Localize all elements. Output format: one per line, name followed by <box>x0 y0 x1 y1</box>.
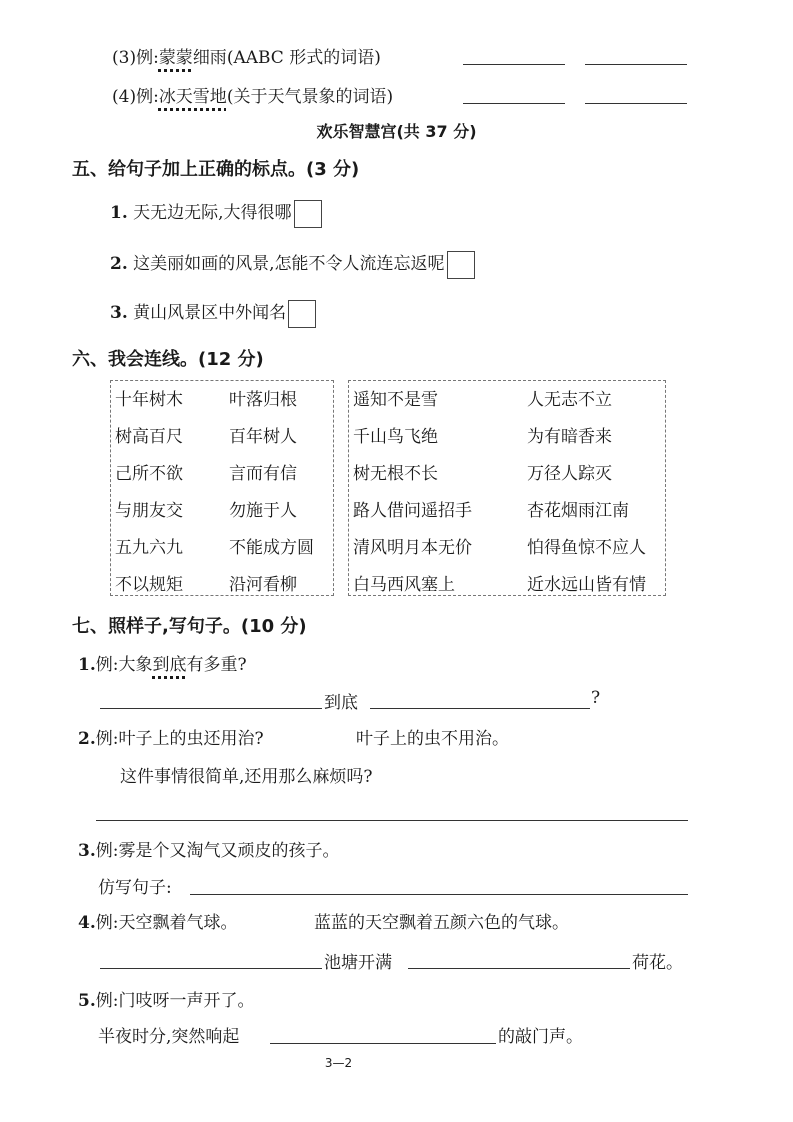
punct-item-1 <box>110 198 322 228</box>
item-rest: 细雨 <box>192 48 227 68</box>
dotted-text: 到底 <box>152 655 187 675</box>
word-item-3 <box>112 43 381 68</box>
q3-example <box>78 836 339 861</box>
example-text: 例:叶子上的虫还用治? <box>95 729 264 749</box>
part-title: 欢乐智慧宫(共 37 分) <box>316 122 477 141</box>
answer-line[interactable] <box>190 894 688 895</box>
fill-end: 的敲门声。 <box>498 1027 583 1047</box>
match-phrase[interactable]: 路人借问遥招手 <box>353 501 472 521</box>
match-phrase[interactable]: 清风明月本无价 <box>353 538 472 558</box>
answer-line[interactable] <box>463 64 565 65</box>
dotted-text: 蒙蒙 <box>158 48 193 68</box>
question-number: 2. <box>78 729 96 749</box>
punctuation-box[interactable] <box>447 251 475 279</box>
match-phrase[interactable]: 近水远山皆有情 <box>527 575 646 595</box>
match-word[interactable]: 百年树人 <box>229 427 297 447</box>
example-text: 例:雾是个又淘气又顽皮的孩子。 <box>95 841 340 861</box>
fill-word: 池塘开满 <box>324 953 392 973</box>
match-phrase[interactable]: 万径人踪灭 <box>527 464 612 484</box>
item-text: 这美丽如画的风景,怎能不令人流连忘返呢 <box>133 254 445 274</box>
match-word[interactable]: 树高百尺 <box>115 427 183 447</box>
match-word[interactable]: 十年树木 <box>115 390 183 410</box>
answer-line[interactable] <box>100 708 322 709</box>
dotted-text: 冰天雪地 <box>158 87 227 107</box>
punct-item-2 <box>110 249 475 279</box>
match-word[interactable]: 与朋友交 <box>115 501 183 521</box>
punctuation-box[interactable] <box>294 200 322 228</box>
q3-fill-label: 仿写句子: <box>98 878 172 898</box>
question-number: 4. <box>78 913 96 933</box>
match-word[interactable]: 不以规矩 <box>115 575 183 595</box>
punct-item-3 <box>110 298 316 328</box>
word-item-4 <box>112 82 393 107</box>
section6-title: 六、我会连线。(12 分) <box>72 349 264 370</box>
item-label: (3)例: <box>112 48 159 68</box>
question-number: 5. <box>78 991 96 1011</box>
match-phrase[interactable]: 千山鸟飞绝 <box>353 427 438 447</box>
q2-example-b: 叶子上的虫不用治。 <box>356 729 509 749</box>
question-number: 1. <box>78 655 96 675</box>
page-number: 3—2 <box>324 1056 353 1070</box>
q1-example <box>78 650 247 675</box>
q4-example <box>78 908 237 933</box>
section5-title: 五、给句子加上正确的标点。(3 分) <box>72 159 360 180</box>
match-word[interactable]: 勿施于人 <box>229 501 297 521</box>
match-word[interactable]: 言而有信 <box>229 464 297 484</box>
match-word[interactable]: 不能成方圆 <box>229 538 314 558</box>
match-phrase[interactable]: 怕得鱼惊不应人 <box>527 538 646 558</box>
match-phrase[interactable]: 人无志不立 <box>527 390 612 410</box>
example-text: 例:门吱呀一声开了。 <box>95 991 255 1011</box>
matching-panel-left <box>110 380 334 596</box>
answer-line[interactable] <box>96 820 688 821</box>
fill-end: ? <box>591 688 601 708</box>
example-text: 例:天空飘着气球。 <box>95 913 238 933</box>
match-word[interactable]: 己所不欲 <box>115 464 183 484</box>
section7-title: 七、照样子,写句子。(10 分) <box>72 616 307 637</box>
question-number: 3. <box>78 841 96 861</box>
match-phrase[interactable]: 杏花烟雨江南 <box>527 501 629 521</box>
match-word[interactable]: 沿河看柳 <box>229 575 297 595</box>
answer-line[interactable] <box>370 708 590 709</box>
item-note: (AABC 形式的词语) <box>226 48 381 68</box>
match-phrase[interactable]: 遥知不是雪 <box>353 390 438 410</box>
q4-example-b: 蓝蓝的天空飘着五颜六色的气球。 <box>314 913 569 933</box>
q5-fill-pre: 半夜时分,突然响起 <box>98 1027 240 1047</box>
answer-line[interactable] <box>585 64 687 65</box>
matching-panel-right <box>348 380 666 596</box>
item-note: (关于天气景象的词语) <box>226 87 394 107</box>
item-number: 3. <box>110 303 128 323</box>
answer-line[interactable] <box>585 103 687 104</box>
match-phrase[interactable]: 为有暗香来 <box>527 427 612 447</box>
q2-prompt: 这件事情很简单,还用那么麻烦吗? <box>120 767 373 787</box>
item-text: 天无边无际,大得很哪 <box>133 203 292 223</box>
match-word[interactable]: 叶落归根 <box>229 390 297 410</box>
answer-line[interactable] <box>463 103 565 104</box>
item-number: 2. <box>110 254 128 274</box>
fill-word: 到底 <box>324 693 358 713</box>
answer-line[interactable] <box>408 968 630 969</box>
example-text: 有多重? <box>186 655 247 675</box>
punctuation-box[interactable] <box>288 300 316 328</box>
fill-end: 荷花。 <box>632 953 683 973</box>
match-word[interactable]: 五九六九 <box>115 538 183 558</box>
answer-line[interactable] <box>100 968 322 969</box>
match-phrase[interactable]: 树无根不长 <box>353 464 438 484</box>
answer-line[interactable] <box>270 1043 496 1044</box>
q5-example <box>78 986 254 1011</box>
dotted-chars <box>159 48 193 68</box>
item-text: 黄山风景区中外闻名 <box>133 303 287 323</box>
q2-example <box>78 724 264 749</box>
item-label: (4)例: <box>112 87 159 107</box>
example-text: 例:大象 <box>95 655 153 675</box>
item-number: 1. <box>110 203 128 223</box>
match-phrase[interactable]: 白马西风塞上 <box>353 575 455 595</box>
